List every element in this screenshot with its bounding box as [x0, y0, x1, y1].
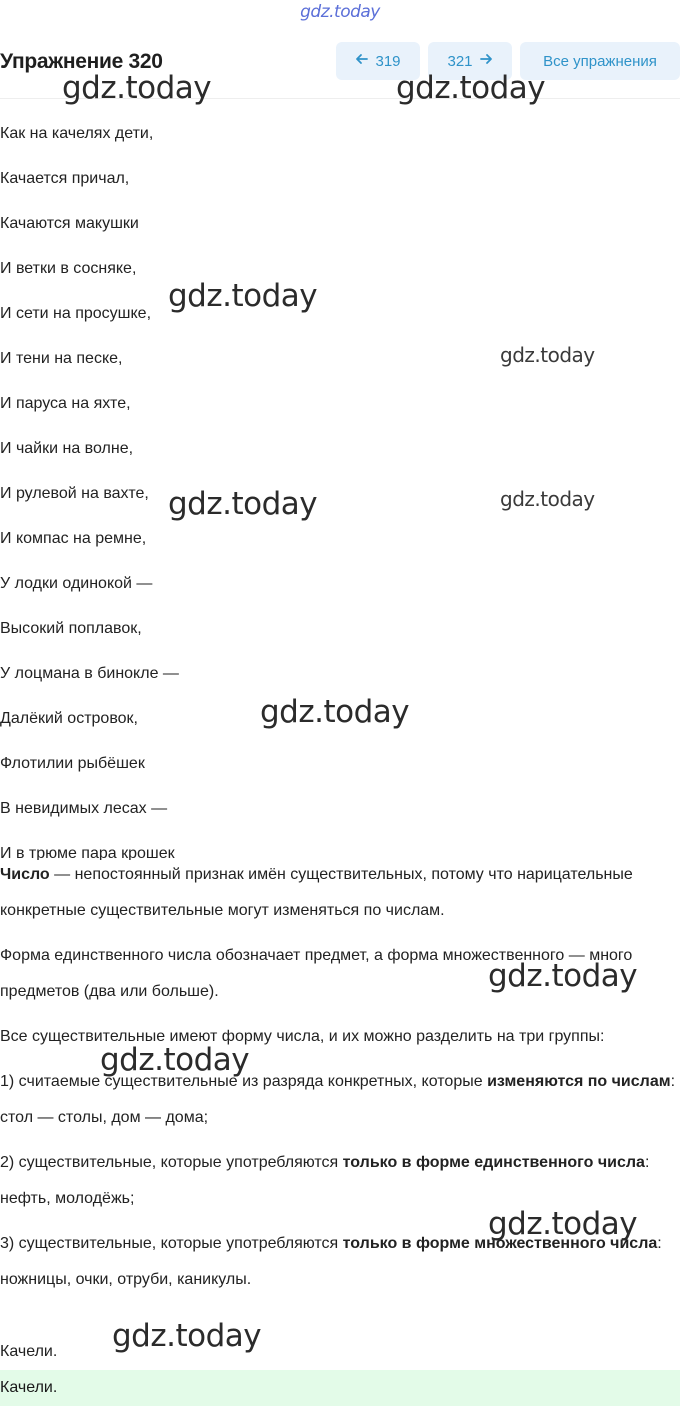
theory-text: Форма единственного числа обозначает предмет, а форма множественного — много предметов (два или больше). — [0, 947, 633, 1000]
poem-line: У лодки одинокой — — [0, 575, 153, 592]
poem-line: И паруса на яхте, — [0, 395, 131, 412]
all-exercises-button[interactable] — [520, 42, 680, 80]
theory-paragraph — [0, 1019, 680, 1055]
next-exercise-button[interactable] — [428, 42, 512, 80]
watermark: gdz.today — [488, 958, 638, 994]
watermark: gdz.today — [112, 1318, 262, 1354]
theory-paragraph — [0, 857, 680, 929]
group-text: 3) существительные, которые употребляются — [0, 1235, 343, 1252]
arrow-left-icon — [355, 52, 369, 70]
exercise-poem — [0, 112, 680, 860]
poem-line: Качается причал, — [0, 170, 130, 187]
poem-line: Высокий поплавок, — [0, 620, 142, 637]
group-text: : стол — столы, дом — дома; — [0, 1073, 676, 1126]
poem-line: И сети на просушке, — [0, 305, 152, 322]
watermark: gdz.today — [168, 486, 318, 522]
poem-line: Флотилии рыбёшек — [0, 755, 145, 772]
poem-line: У лоцмана в бинокле — — [0, 665, 179, 682]
group-emphasis: только в форме множественного числа — [342, 1235, 658, 1252]
theory-paragraph — [0, 938, 680, 1010]
watermark: gdz.today — [500, 343, 595, 367]
watermark: gdz.today — [100, 1042, 250, 1078]
watermark: gdz.today — [62, 70, 212, 106]
group-text: 2) существительные, которые употребляются — [0, 1154, 343, 1171]
group-text: : ножницы, очки, отруби, каникулы. — [0, 1235, 662, 1288]
theory-text: Все существительные имеют форму числа, и их можно разделить на три группы: — [0, 1028, 605, 1045]
theory-section — [0, 857, 680, 1305]
group-item-3 — [0, 1226, 680, 1298]
site-logo[interactable]: gdz.today — [300, 2, 380, 22]
next-exercise-label: 321 — [447, 52, 473, 70]
watermark: gdz.today — [500, 487, 595, 511]
group-text: : нефть, молодёжь; — [0, 1154, 650, 1207]
watermark: gdz.today — [168, 278, 318, 314]
exercise-header — [0, 42, 680, 82]
poem-line: И в трюме пара крошек — [0, 845, 175, 860]
poem-line: И чайки на волне, — [0, 440, 134, 457]
group-item-1 — [0, 1064, 680, 1136]
prev-exercise-button[interactable] — [336, 42, 420, 80]
poem-line: Качаются макушки — [0, 215, 139, 232]
answer-text: Качели. — [0, 1343, 58, 1360]
group-emphasis: только в форме единственного числа — [342, 1154, 645, 1171]
poem-line: И ветки в сосняке, — [0, 260, 137, 277]
arrow-right-icon — [479, 52, 493, 70]
poem-line: В невидимых лесах — — [0, 800, 168, 817]
watermark: gdz.today — [396, 70, 546, 106]
group-text: 1) считаемые существительные из разряда конкретных, которые — [0, 1073, 488, 1090]
group-item-2 — [0, 1145, 680, 1217]
prev-exercise-label: 319 — [375, 52, 401, 70]
answer-highlight: Качели. — [0, 1370, 680, 1406]
theory-text: — непостоянный признак имён существительных, потому что нарицательные конкретные существительные могут изменяться по числам. — [0, 866, 633, 919]
all-exercises-label: Все упражнения — [543, 52, 657, 70]
poem-line: И рулевой на вахте, — [0, 485, 149, 502]
poem-line: И компас на ремне, — [0, 530, 147, 547]
poem-line: Далёкий островок, — [0, 710, 138, 727]
page-title: Упражнение 320 — [0, 50, 163, 73]
watermark: gdz.today — [488, 1206, 638, 1242]
group-emphasis: изменяются по числам — [487, 1073, 671, 1090]
poem-line: Как на качелях дети, — [0, 125, 154, 142]
header-divider — [0, 98, 680, 99]
term-number: Число — [0, 866, 50, 883]
watermark: gdz.today — [260, 694, 410, 730]
poem-line: И тени на песке, — [0, 350, 123, 367]
